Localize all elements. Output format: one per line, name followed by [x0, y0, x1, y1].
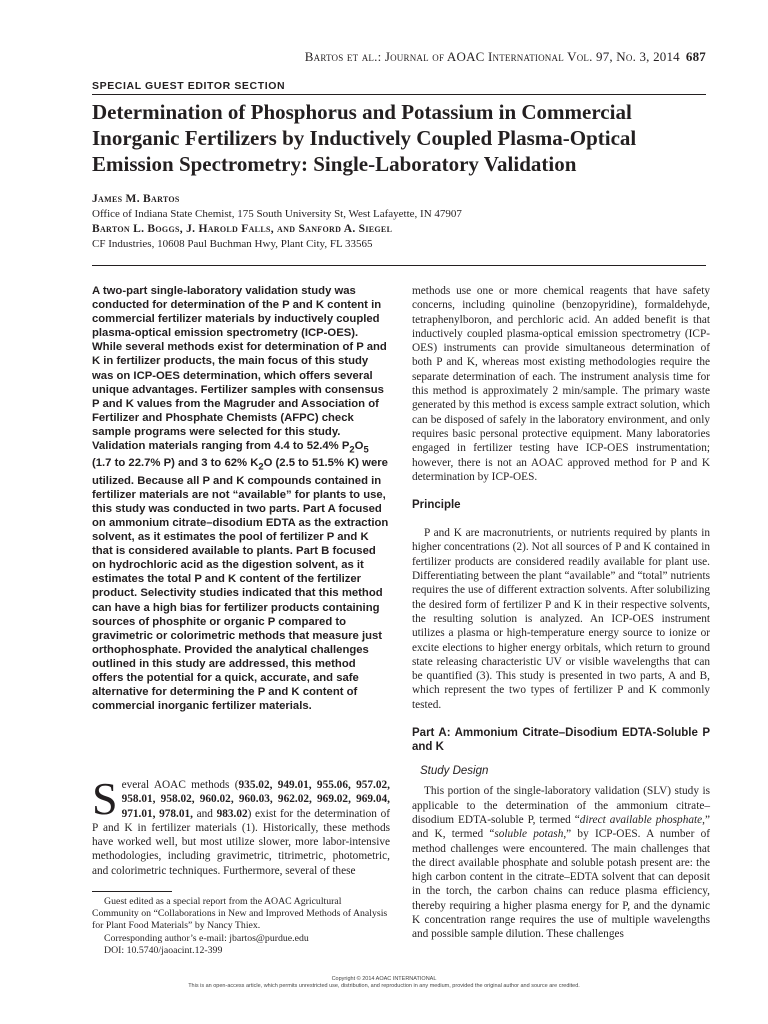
author-block-1: [92, 192, 462, 222]
header-rule: [92, 265, 706, 266]
license-line: This is an open-access article, which permits unrestricted use, distribution, and reproduction in any medium, provided the original author and source are credited.: [188, 983, 580, 989]
subscript: 2: [349, 443, 355, 455]
term: soluble potash: [494, 828, 564, 841]
author-block-2: [92, 222, 392, 252]
abstract-text: O (2.5 to 51.5% K) were utilized. Because all P and K compounds contained in fertilizer materials are not “available” for plants to use, this study was conducted in two parts. Part A focused on ammonium citrate–disodium EDTA as the extraction solvent, as it estimates the pool of fertilizer P and K that is considered available to plants. Part B focused on hydrochloric acid as the digestion solvent, as it estimates the total P and K content of the fertilizer product. Selectivity studies indicated that this method can have a high bias for fertilizer products containing sources of phosphite or organic P compared to gravimetric or colorimetric methods that measure just orthophosphate. Provided the analytical challenges outlined in this study are addressed, this method offers the potential for a quick, accurate, and safe alternative for determining the P and K content of commercial inorganic fertilizer materials.: [92, 457, 389, 713]
heading-principle: Principle: [412, 499, 461, 512]
author-names: Barton L. Boggs, J. Harold Falls, and Sanford A. Siegel: [92, 223, 393, 235]
paragraph: [412, 784, 710, 941]
abstract-text: O: [354, 440, 364, 453]
author-names: James M. Bartos: [92, 193, 180, 205]
author-affiliation: Office of Indiana State Chemist, 175 South University St, West Lafayette, IN 47907: [92, 208, 462, 220]
section-rule: [92, 94, 706, 95]
footnote-email: Corresponding author’s e-mail: jbartos@purdue.edu: [104, 932, 309, 944]
intro-text: ) exist for the determination of P and K in fertilizer materials (1). Historically, these methods have worked well, but most utilize slower, more labor-intensive methodologies, including gravimetric, titrimetric, photometric, and colorimetric techniques. Furthermore, several of these: [92, 807, 390, 877]
introduction: [92, 773, 390, 878]
paragraph-text: ,” and K, termed “: [412, 813, 710, 841]
page-number: 687: [685, 49, 706, 64]
paragraph: P and K are macronutrients, or nutrients required by plants in higher concentrations (2). Not all sources of P and K contained in fertilizer products are considered readily available for plant use. Differentiating between the plant “available” and “total” nutrients requires the use of different extraction solvents. After solubilizing the desired form of fertilizer P and K in their respective solvents, the resulting solution is analyzed. An ICP-OES instrument utilizes a plasma or high-temperature energy source to ionize or excite elections to higher energy orbitals, which return to ground state releasing characteristic UV or visible wavelengths that can be quantified (3). This study is presented in two parts, A and B, which represent the two types of fertilizer P and K commonly tested.: [412, 527, 710, 711]
paragraph-text: This portion of the single-laboratory validation (SLV) study is applicable to the determination of the ammonium citrate–disodium EDTA-soluble P, termed “: [412, 785, 710, 826]
abstract-text: (1.7 to 22.7% P) and 3 to 62% K: [92, 457, 259, 470]
footnote-guest-edited: Guest edited as a special report from the AOAC Agricultural Community on “Collaborations in New and Improved Methods of Analysis for Plant Food Materials” by Nancy Thiex.: [92, 896, 388, 932]
footnote-doi: DOI: 10.5740/jaoacint.12-399: [104, 944, 223, 956]
intro-text: and: [193, 807, 217, 820]
footnote: [92, 896, 390, 957]
subheading-study-design: Study Design: [420, 765, 489, 778]
paragraph-text: ,” by ICP-OES. A number of method challenges were encountered. The main challenges that the direct available phosphate and soluble potash present are: the high carbon content in the citrate–EDTA solvent that can deposit in the torch, the carbon chains can reduce plasma efficiency, thereby requiring a higher plasma energy for P, and the dynamic K concentration range requires the use of multiple wavelengths and possible sample dilution. These challenges: [412, 828, 710, 941]
paragraph: methods use one or more chemical reagents that have safety concerns, including quinoline (benzopyridine), formaldehyde, tetraphenylboron, and perchloric acid. An added benefit is that inductively coupled plasma-optical emission spectrometry (ICP-OES) instruments can provide simultaneous determination of both P and K, whereas most existing methodologies require the separate determination of each. The instrument analysis time for this method is approximately 2 min/sample. The primary waste generated by this method is excess sample extract solution, which can be disposed of safely in the laboratory environment, and only requires basic personal protective equipment. Many laboratories engaged in fertilizer testing have ICP-OES instrumentation; however, there is not an AOAC approved method for P and K determination by ICP-OES.: [412, 285, 710, 483]
subscript: 2: [258, 460, 264, 472]
footnote-rule: [92, 891, 172, 892]
section-label: SPECIAL GUEST EDITOR SECTION: [92, 80, 286, 92]
running-head: [305, 49, 706, 65]
term: direct available phosphate: [579, 813, 703, 826]
subscript: 5: [363, 443, 369, 455]
running-head-text: Bartos et al.: Journal of AOAC International Vol. 97, No. 3, 2014: [304, 49, 680, 64]
article-title: Determination of Phosphorus and Potassium in Commercial Inorganic Fertilizers by Inductively Coupled Plasma-Optical Emission Spectrometry: Single-Laboratory Validation: [92, 100, 637, 176]
heading-part-a: Part A: Ammonium Citrate–Disodium EDTA-Soluble P and K: [412, 727, 710, 754]
right-column: [412, 284, 710, 942]
method-list: 983.02: [216, 807, 248, 820]
intro-text: everal AOAC methods (: [121, 779, 239, 791]
copyright-notice: [0, 976, 768, 990]
copyright-line: Copyright © 2014 AOAC INTERNATIONAL: [331, 976, 437, 982]
drop-cap: S: [92, 773, 118, 824]
method-list: 935.02, 949.01, 955.06, 957.02, 958.01, 958.02, 960.02, 960.03, 962.02, 969.02, 969.04, 971.01, 978.01,: [121, 779, 390, 820]
abstract: [92, 284, 390, 713]
abstract-text: A two-part single-laboratory validation study was conducted for determination of the P and K content in commercial fertilizer materials by inductively coupled plasma-optical emission spectrometry (ICP-OES). While several methods exist for determination of P and K in fertilizer products, the main focus of this study was on ICP-OES determination, which offers several unique advantages. Fertilizer samples with consensus P and K values from the Magruder and Association of Fertilizer and Phosphate Chemists (AFPC) check sample programs were selected for this study. Validation materials ranging from 4.4 to 52.4% P: [92, 285, 387, 453]
author-affiliation: CF Industries, 10608 Paul Buchman Hwy, Plant City, FL 33565: [92, 238, 373, 250]
